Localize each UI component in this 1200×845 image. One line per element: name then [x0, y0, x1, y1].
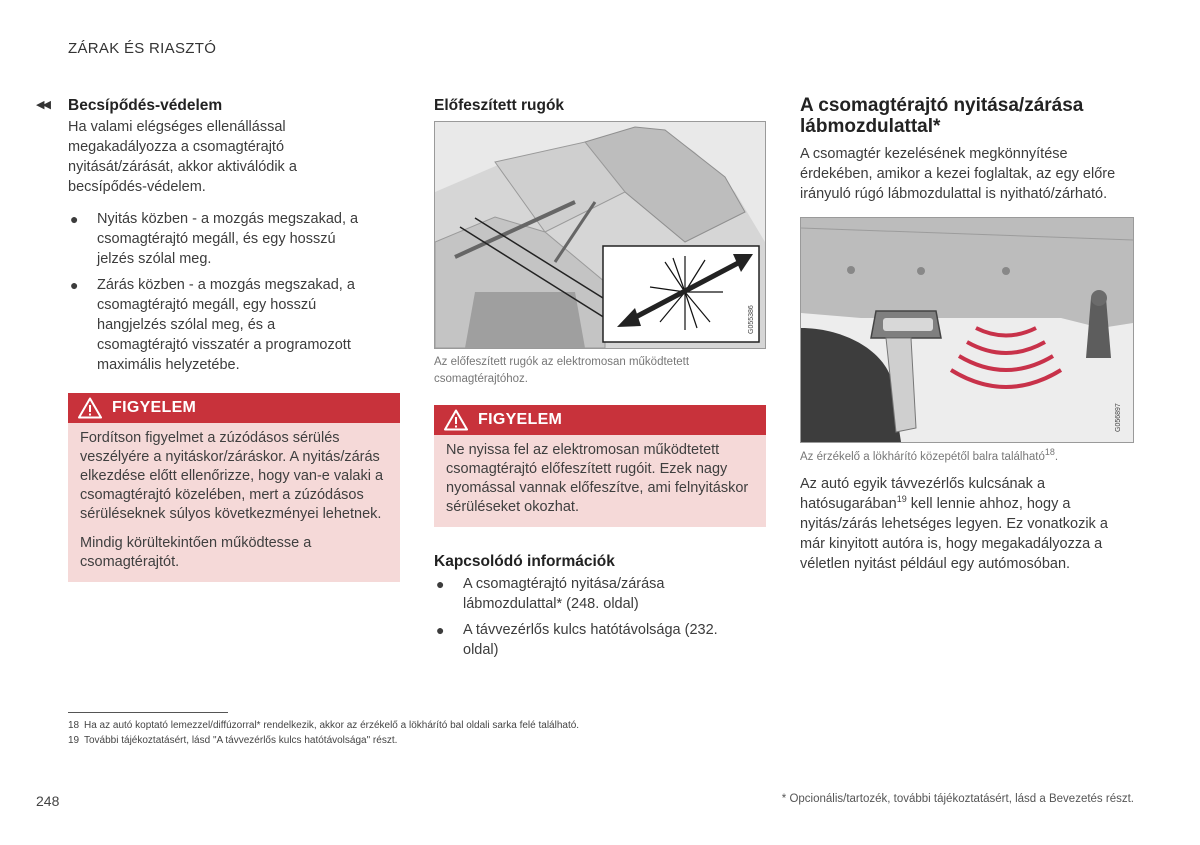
springs-heading: Előfeszített rugók — [434, 97, 565, 114]
page-number: 248 — [36, 793, 60, 809]
pinch-protection-intro: Ha valami elégséges ellenállással megakadályozza a csomagtérajtó nyitását/zárását, akkor aktiválódik a becsípődés-védelem. — [68, 119, 297, 195]
footnote: 18 Ha az autó koptató lemezzel/diffúzorral* rendelkezik, akkor az érzékelő a lökhárító bal oldali sarka felé található. — [68, 720, 580, 731]
bullet-icon: ● — [436, 622, 445, 638]
bullet-icon: ● — [436, 576, 445, 592]
figure-code: G055386 — [748, 305, 755, 334]
bumper-sensor-illustration — [801, 218, 1133, 442]
warning-box — [434, 405, 766, 527]
related-link[interactable]: ● A csomagtérajtó nyitása/zárása lábmozdulattal* (248. oldal) — [436, 576, 665, 612]
warning-header — [434, 405, 766, 435]
warning-body — [68, 423, 400, 582]
related-link[interactable]: ● A távvezérlős kulcs hatótávolsága (232. oldal) — [436, 622, 718, 658]
warning-title: FIGYELEM — [478, 411, 563, 428]
figure-code: G056897 — [1115, 403, 1122, 432]
related-info-heading: Kapcsolódó információk — [434, 553, 615, 570]
related-info-list — [434, 574, 744, 660]
pinch-protection-list — [68, 209, 368, 375]
footnotes — [68, 718, 579, 748]
key-range-paragraph: Az autó egyik távvezérlős kulcsának a hatósugarában$^{19}$ kell lennie ahhoz, hogy a nyitás/zárás lehetséges legyen. Ez vonatkozik a már kinyitott autóra is, hogy megakadályozza a véletlen nyitást például egy autómosóban. — [800, 476, 1108, 572]
warning-triangle-icon — [444, 409, 468, 431]
column-2 — [434, 97, 766, 666]
foot-movement-heading: A csomagtérajtó nyitása/zárása lábmozdulattal* — [800, 95, 1084, 137]
warning-text: Fordítson figyelmet a zúzódásos sérülés veszélyére a nyitáskor/záráskor. A nyitás/zárás elkezdése előtt ellenőrizze, hogy van-e valaki a csomagtérajtó közelében, mert a zúzódásos sérüléseknek súlyos következményei lehetnek. — [80, 430, 384, 522]
foot-movement-intro: A csomagtér kezelésének megkönnyítése érdekében, amikor a kezei foglaltak, az egy előre irányuló rúgó lábmozdulattal is nyitható/zárható. — [800, 146, 1116, 202]
footnote: 19 További tájékoztatásért, lásd "A távvezérlős kulcs hatótávolsága" részt. — [68, 735, 398, 746]
list-item: ● Zárás közben - a mozgás megszakad, a csomagtérajtó megáll, egy hosszú hangjelzés szólal meg, és a csomagtérajtó visszatér a programozott maximális helyzetébe. — [70, 277, 355, 373]
optional-accessory-note: * Opcionális/tartozék, további tájékoztatásért, lásd a Bevezetés részt. — [781, 793, 1134, 805]
double-chevron-left-icon: ◀◀ — [36, 99, 49, 111]
sensor-caption: Az érzékelő a lökhárító közepétől balra található$^{18}$. — [800, 447, 1059, 463]
warning-header — [68, 393, 400, 423]
tailgate-springs-illustration — [435, 122, 765, 348]
warning-body — [434, 435, 766, 527]
warning-text: Ne nyissa fel az elektromosan működtetett csomagtérajtó előfeszített rugóit. Ezek nagy nyomással vannak előfeszítve, ami felnyitáskor sérüléseket okozhat. — [446, 442, 749, 515]
bullet-icon: ● — [70, 211, 79, 227]
springs-caption: Az előfeszített rugók az elektromosan működtetett csomagtérajtóhoz. — [434, 356, 690, 385]
warning-triangle-icon — [78, 397, 102, 419]
sensor-figure — [800, 217, 1134, 443]
footnote-divider — [68, 712, 228, 713]
warning-text: Mindig körültekintően működtesse a csomagtérajtót. — [80, 535, 312, 570]
warning-box — [68, 393, 400, 582]
bullet-icon: ● — [70, 277, 79, 293]
section-title: ZÁRAK ÉS RIASZTÓ — [68, 40, 217, 57]
warning-title: FIGYELEM — [112, 399, 197, 416]
column-1 — [68, 97, 400, 582]
pinch-protection-heading: Becsípődés-védelem — [68, 97, 223, 114]
column-3 — [800, 95, 1135, 574]
list-item: ● Nyitás közben - a mozgás megszakad, a csomagtérajtó megáll, és egy hosszú jelzés szólal meg. — [70, 211, 359, 267]
springs-figure — [434, 121, 766, 349]
